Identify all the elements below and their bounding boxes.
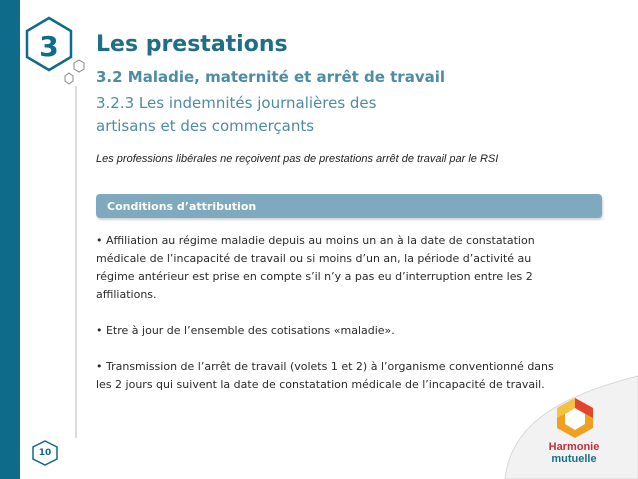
conditions-banner [96,194,602,218]
brand-subname: mutuelle [551,453,597,465]
conditions-list [96,232,566,412]
section-subtitle: 3.2 Maladie, maternité et arrêt de travail [96,68,446,86]
condition-item: • Etre à jour de l’ensemble des cotisations «maladie». [96,324,395,337]
italic-note: Les professions libérales ne reçoivent pas de prestations arrêt de travail par le RSI [96,153,499,165]
condition-item: • Transmission de l’arrêt de travail (volets 1 et 2) à l’organisme conventionné dans les 2 jours qui suivent la date de constatation médicale de l’incapacité de travail. [96,360,554,391]
page-title: Les prestations [96,32,288,57]
conditions-heading: Conditions d’attribution [107,200,257,213]
brand-name: Harmonie [548,441,600,453]
subsection-title: 3.2.3 Les indemnités journalières des artisans et des commerçants [96,94,377,135]
section-number: 3 [39,29,59,63]
small-hexagon-icon [74,60,84,72]
condition-item: • Affiliation au régime maladie depuis au moins un an à la date de constatation médicale de l’incapacité de travail ou si moins d’un an, la période d’activité au régime antérieur est prise en compte s’il n’y a pas eu d’interruption entre les 2 affiliations. [96,234,535,301]
page-number: 10 [38,448,52,458]
small-hexagon-icon [65,73,73,84]
harmonie-logo-icon [545,396,605,440]
